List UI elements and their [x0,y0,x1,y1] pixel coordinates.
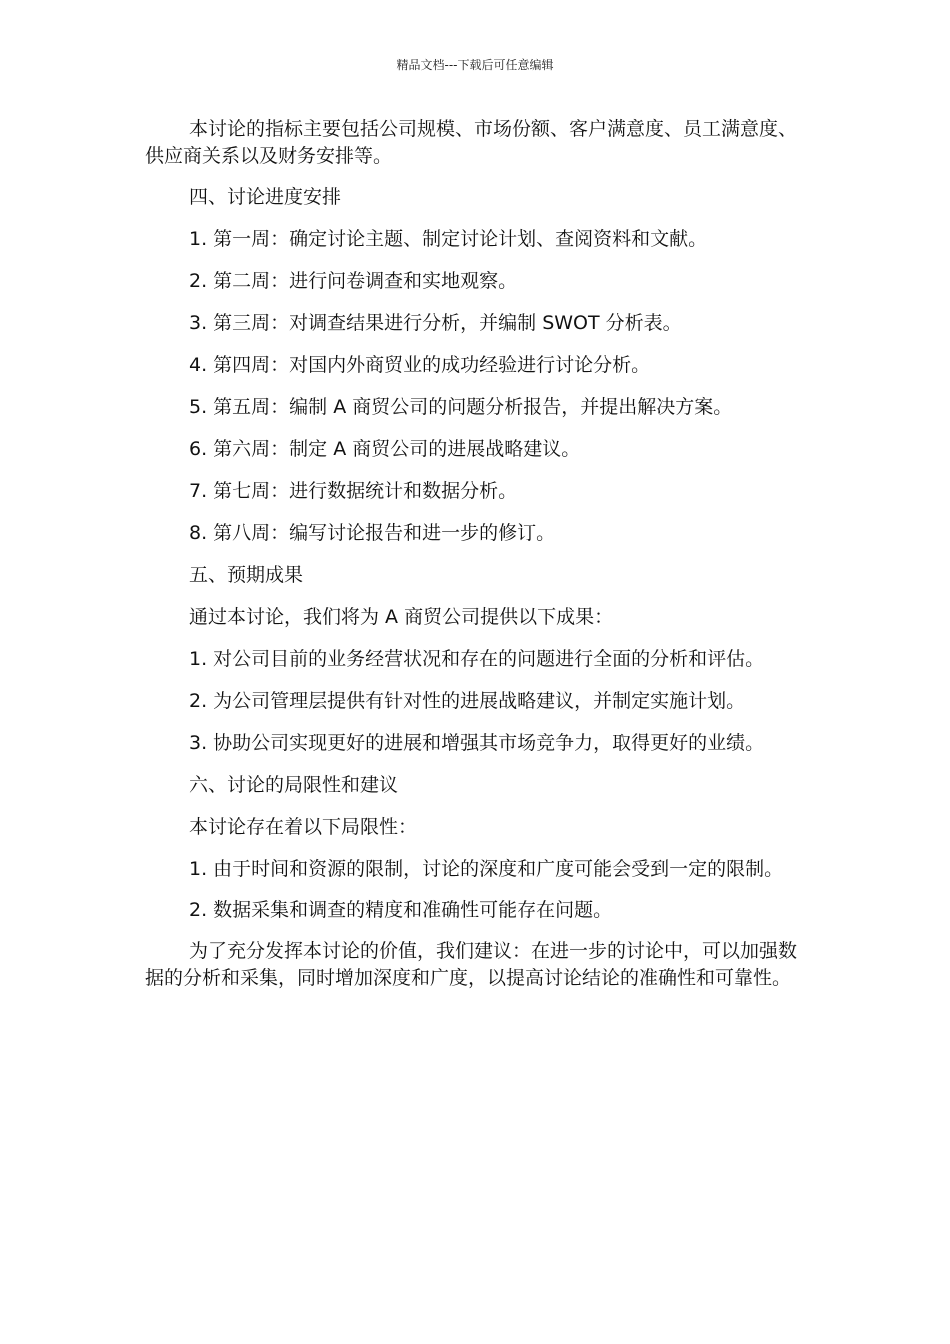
schedule-item-week-8: 8. 第八周：编写讨论报告和进一步的修订。 [189,522,556,544]
paragraph-indicators: 本讨论的指标主要包括公司规模、市场份额、客户满意度、员工满意度、供应商关系以及财务安排等。 [145,118,798,167]
schedule-item-week-7: 7. 第七周：进行数据统计和数据分析。 [189,480,518,502]
schedule-item-week-4: 4. 第四周：对国内外商贸业的成功经验进行讨论分析。 [189,354,651,376]
schedule-item-week-1: 1. 第一周：确定讨论主题、制定讨论计划、查阅资料和文献。 [189,228,708,250]
schedule-item-week-3: 3. 第三周：对调查结果进行分析，并编制 SWOT 分析表。 [189,312,682,334]
limitation-item-1: 1. 由于时间和资源的限制，讨论的深度和广度可能会受到一定的限制。 [189,858,784,880]
schedule-item-week-5: 5. 第五周：编制 A 商贸公司的问题分析报告，并提出解决方案。 [189,396,733,418]
schedule-item-week-6: 6. 第六周：制定 A 商贸公司的进展战略建议。 [189,438,581,460]
schedule-item-week-2: 2. 第二周：进行问卷调查和实地观察。 [189,270,518,292]
result-item-1: 1. 对公司目前的业务经营状况和存在的问题进行全面的分析和评估。 [189,648,765,670]
section-heading-expected-results: 五、预期成果 [189,564,304,586]
section-heading-schedule: 四、讨论进度安排 [189,186,342,208]
document-body [145,116,805,992]
paragraph-limitations-intro: 本讨论存在着以下局限性： [189,816,418,838]
paragraph-results-intro: 通过本讨论，我们将为 A 商贸公司提供以下成果： [189,606,614,628]
result-item-2: 2. 为公司管理层提供有针对性的进展战略建议，并制定实施计划。 [189,690,746,712]
limitation-item-2: 2. 数据采集和调查的精度和准确性可能存在问题。 [189,899,613,921]
paragraph-recommendation: 为了充分发挥本讨论的价值，我们建议：在进一步的讨论中，可以加强数据的分析和采集，同时增加深度和广度，以提高讨论结论的准确性和可靠性。 [145,940,798,989]
section-heading-limitations: 六、讨论的局限性和建议 [189,774,399,796]
page-header: 精品文档---下载后可任意编辑 [396,58,554,72]
result-item-3: 3. 协助公司实现更好的进展和增强其市场竞争力，取得更好的业绩。 [189,732,765,754]
